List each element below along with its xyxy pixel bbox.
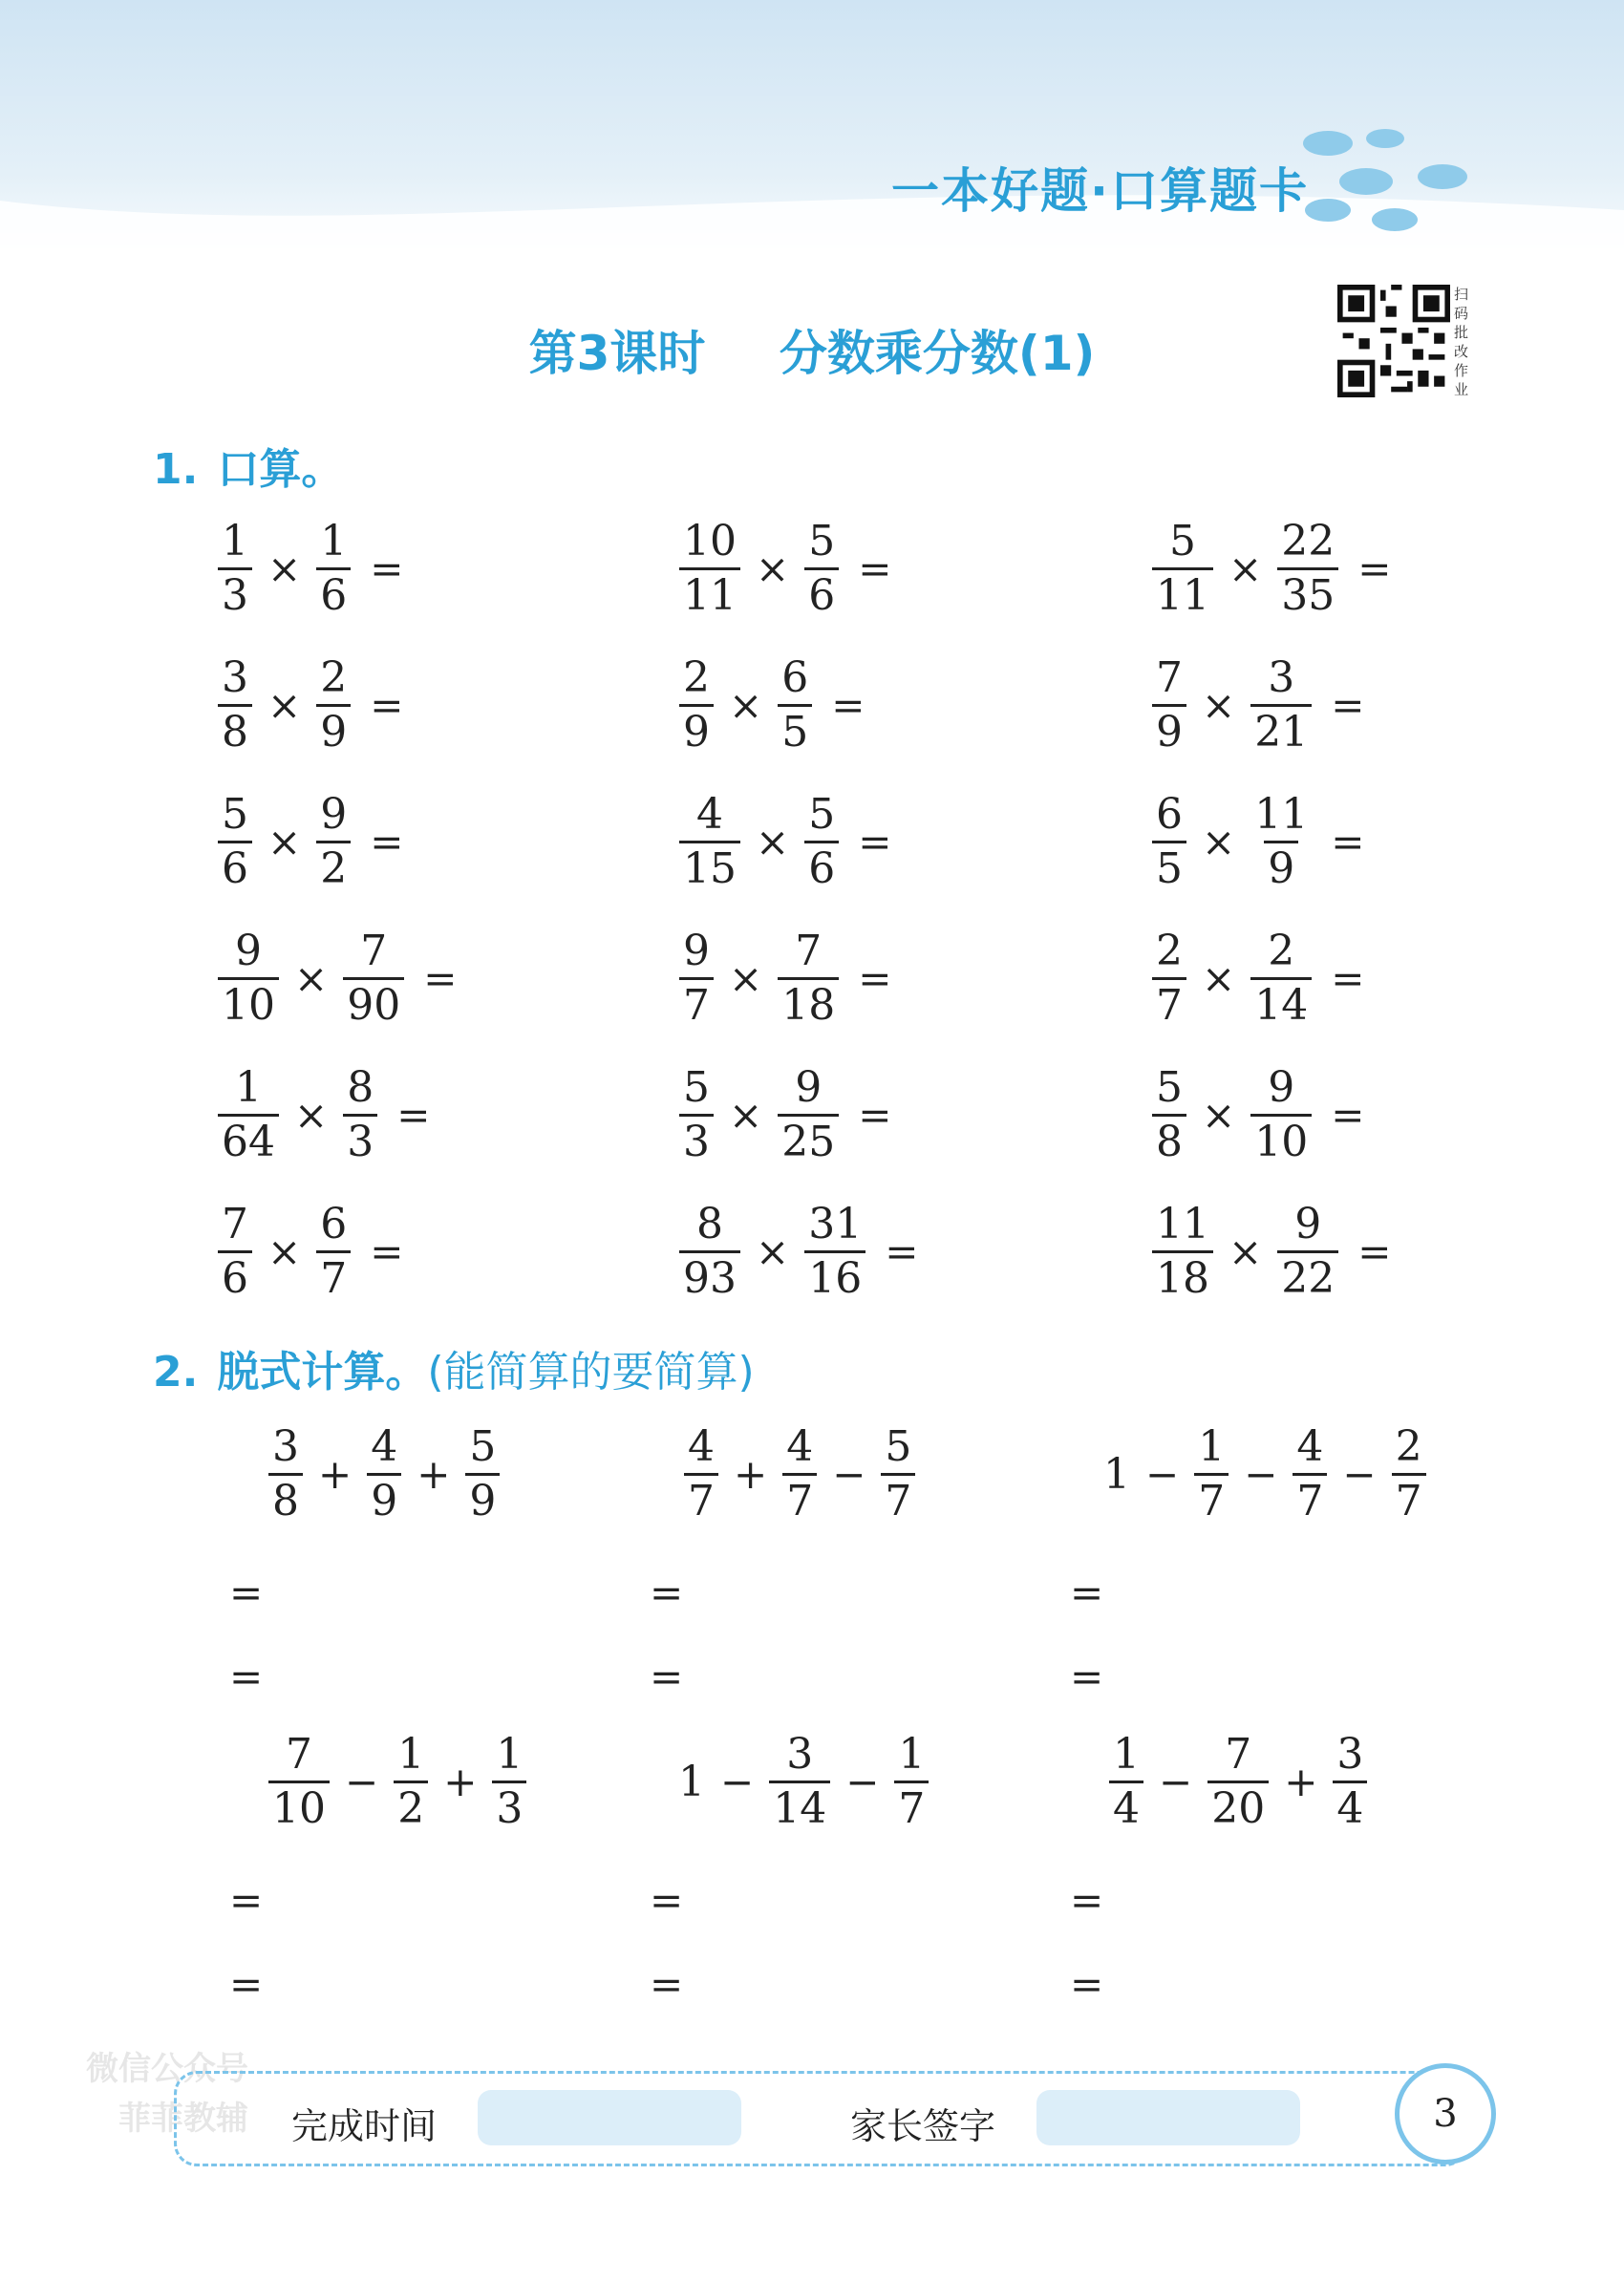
denominator: 5 — [1152, 841, 1186, 895]
numerator: 3 — [1336, 1730, 1364, 1779]
numerator: 5 — [885, 1422, 912, 1471]
fraction — [684, 1421, 718, 1527]
section-2-note: (能简算的要简算) — [427, 1348, 755, 1397]
oral-problem — [1146, 1062, 1364, 1168]
denominator: 4 — [1109, 1781, 1143, 1835]
times-sign: × — [267, 682, 302, 729]
numerator: 3 — [272, 1422, 299, 1471]
fraction — [778, 926, 839, 1032]
numerator: 2 — [1156, 927, 1183, 975]
fraction — [1152, 1199, 1213, 1305]
oral-problem — [212, 789, 403, 895]
denominator: 9 — [1152, 704, 1186, 758]
denominator: 16 — [804, 1250, 865, 1305]
denominator: 11 — [1152, 567, 1213, 622]
oral-problem — [212, 926, 457, 1032]
denominator: 7 — [679, 977, 714, 1032]
denominator: 2 — [394, 1781, 428, 1835]
fraction — [804, 1199, 865, 1305]
operator-sign: + — [1284, 1759, 1318, 1805]
numerator: 7 — [360, 927, 388, 975]
qr-code-icon[interactable] — [1337, 285, 1450, 397]
section-2-label: 脱式计算。 — [217, 1348, 428, 1397]
fraction — [679, 926, 714, 1032]
whole-number: 1 — [678, 1758, 705, 1806]
numerator: 9 — [235, 927, 262, 975]
qr-caption: 扫码批改作业 — [1454, 286, 1469, 398]
numerator: 1 — [496, 1730, 524, 1779]
oral-problem — [1146, 1199, 1391, 1305]
denominator: 3 — [343, 1114, 377, 1168]
fraction — [1152, 516, 1213, 622]
numerator: 5 — [1169, 517, 1196, 565]
denominator: 64 — [218, 1114, 279, 1168]
fraction — [218, 516, 252, 622]
denominator: 7 — [782, 1473, 817, 1527]
oral-problem — [212, 652, 403, 758]
denominator: 7 — [1392, 1473, 1426, 1527]
numerator: 22 — [1281, 517, 1336, 565]
fraction — [1152, 652, 1186, 758]
oral-problem — [673, 789, 891, 895]
fraction — [1277, 1199, 1338, 1305]
fraction — [394, 1729, 428, 1835]
fraction — [316, 789, 351, 895]
fraction — [679, 789, 740, 895]
fraction — [1194, 1421, 1229, 1527]
times-sign: × — [756, 1228, 790, 1275]
calc-problem — [1103, 1421, 1432, 1527]
numerator: 7 — [1156, 653, 1183, 702]
section-1-label: 口算。 — [217, 445, 344, 494]
equals-sign: = — [831, 682, 865, 729]
answer-step-line[interactable]: = — [1070, 1877, 1104, 1924]
cloud-icon — [1290, 115, 1481, 239]
fraction — [679, 1062, 714, 1168]
numerator: 9 — [683, 927, 710, 975]
times-sign: × — [1202, 819, 1236, 865]
numerator: 11 — [1254, 790, 1309, 839]
operator-sign: − — [845, 1759, 880, 1805]
denominator: 7 — [881, 1473, 915, 1527]
denominator: 7 — [684, 1473, 718, 1527]
numerator: 3 — [786, 1730, 814, 1779]
denominator: 14 — [1250, 977, 1312, 1032]
fraction — [218, 789, 252, 895]
numerator: 1 — [1113, 1730, 1140, 1779]
answer-step-line[interactable]: = — [1070, 1569, 1104, 1616]
denominator: 35 — [1277, 567, 1338, 622]
numerator: 4 — [371, 1422, 398, 1471]
numerator: 6 — [781, 653, 809, 702]
equals-sign: = — [423, 955, 458, 1002]
fraction — [1250, 926, 1312, 1032]
denominator: 10 — [1250, 1114, 1312, 1168]
denominator: 9 — [316, 704, 351, 758]
denominator: 7 — [1194, 1473, 1229, 1527]
denominator: 8 — [268, 1473, 303, 1527]
denominator: 9 — [465, 1473, 500, 1527]
numerator: 8 — [347, 1063, 374, 1112]
section-2-title — [153, 1337, 755, 1398]
parent-signature-label: 家长签字 — [850, 2105, 996, 2147]
denominator: 9 — [367, 1473, 401, 1527]
answer-step-line[interactable]: = — [650, 1961, 684, 2008]
numerator: 9 — [1294, 1200, 1322, 1248]
denominator: 11 — [679, 567, 740, 622]
numerator: 4 — [688, 1422, 715, 1471]
numerator: 9 — [320, 790, 348, 839]
fraction — [1109, 1729, 1143, 1835]
denominator: 15 — [679, 841, 740, 895]
numerator: 2 — [320, 653, 348, 702]
denominator: 20 — [1207, 1781, 1269, 1835]
operator-sign: − — [720, 1759, 755, 1805]
brand-title: 一本好题·口算题卡 — [891, 163, 1309, 219]
fraction — [218, 926, 279, 1032]
numerator: 1 — [222, 517, 248, 565]
equals-sign: = — [370, 545, 404, 592]
section-1-number: 1. — [153, 445, 199, 494]
fraction — [679, 652, 714, 758]
denominator: 2 — [316, 841, 351, 895]
denominator: 90 — [343, 977, 404, 1032]
fraction — [894, 1729, 929, 1835]
fraction — [343, 1062, 377, 1168]
fraction — [679, 516, 740, 622]
operator-sign: + — [318, 1451, 353, 1498]
numerator: 2 — [1268, 927, 1295, 975]
fraction — [268, 1421, 303, 1527]
equals-sign: = — [396, 1092, 431, 1139]
operator-sign: + — [443, 1759, 478, 1805]
numerator: 6 — [320, 1200, 348, 1248]
lesson-number: 第3课时 — [528, 326, 706, 381]
fraction — [1333, 1729, 1367, 1835]
numerator: 1 — [397, 1730, 425, 1779]
operator-sign: − — [1159, 1759, 1193, 1805]
oral-problem — [673, 1199, 918, 1305]
fraction — [1277, 516, 1338, 622]
fraction — [343, 926, 404, 1032]
numerator: 7 — [795, 927, 823, 975]
times-sign: × — [267, 545, 302, 592]
fraction — [778, 1062, 839, 1168]
equals-sign: = — [1357, 545, 1392, 592]
denominator: 6 — [316, 567, 351, 622]
fraction — [881, 1421, 915, 1527]
completion-time-field[interactable] — [478, 2090, 741, 2145]
oral-problem — [1146, 789, 1364, 895]
operator-sign: − — [345, 1759, 379, 1805]
numerator: 1 — [320, 517, 348, 565]
numerator: 5 — [808, 517, 836, 565]
numerator: 5 — [222, 790, 248, 839]
times-sign: × — [267, 1228, 302, 1275]
numerator: 10 — [683, 517, 737, 565]
fraction — [367, 1421, 401, 1527]
watermark-line-2: 菲菲教辅 — [118, 2100, 248, 2138]
numerator: 9 — [1268, 1063, 1295, 1112]
numerator: 3 — [222, 653, 248, 702]
whole-number: 1 — [1103, 1450, 1130, 1499]
numerator: 7 — [286, 1730, 312, 1779]
denominator: 9 — [1264, 841, 1298, 895]
numerator: 5 — [1156, 1063, 1183, 1112]
times-sign: × — [729, 682, 763, 729]
fraction — [268, 1729, 330, 1835]
denominator: 6 — [804, 567, 839, 622]
fraction — [769, 1729, 830, 1835]
denominator: 21 — [1250, 704, 1312, 758]
calc-problem — [263, 1421, 505, 1527]
answer-step-line[interactable]: = — [1070, 1653, 1104, 1700]
numerator: 1 — [1198, 1422, 1226, 1471]
fraction — [218, 1062, 279, 1168]
denominator: 7 — [1293, 1473, 1327, 1527]
times-sign: × — [1202, 682, 1236, 729]
denominator: 3 — [492, 1781, 526, 1835]
fraction — [1152, 789, 1186, 895]
operator-sign: + — [417, 1451, 451, 1498]
denominator: 10 — [218, 977, 279, 1032]
calc-problem — [678, 1729, 934, 1835]
section-2-number: 2. — [153, 1348, 199, 1397]
fraction — [316, 516, 351, 622]
denominator: 3 — [218, 567, 252, 622]
oral-problem — [673, 926, 891, 1032]
numerator: 8 — [696, 1200, 723, 1248]
numerator: 31 — [808, 1200, 863, 1248]
denominator: 3 — [679, 1114, 714, 1168]
answer-step-line[interactable]: = — [650, 1653, 684, 1700]
answer-step-line[interactable]: = — [229, 1569, 264, 1616]
equals-sign: = — [858, 1092, 892, 1139]
denominator: 6 — [218, 1250, 252, 1305]
numerator: 3 — [1268, 653, 1295, 702]
calc-problem — [1103, 1729, 1373, 1835]
fraction — [316, 1199, 351, 1305]
denominator: 7 — [894, 1781, 929, 1835]
answer-step-line[interactable]: = — [650, 1877, 684, 1924]
equals-sign: = — [1331, 682, 1365, 729]
operator-sign: − — [1244, 1451, 1278, 1498]
fraction — [1392, 1421, 1426, 1527]
fraction — [218, 1199, 252, 1305]
fraction — [679, 1199, 740, 1305]
numerator: 1 — [898, 1730, 926, 1779]
fraction — [778, 652, 812, 758]
fraction — [316, 652, 351, 758]
numerator: 1 — [235, 1063, 262, 1112]
times-sign: × — [1202, 955, 1236, 1002]
numerator: 4 — [786, 1422, 814, 1471]
operator-sign: − — [832, 1451, 866, 1498]
fraction — [1152, 926, 1186, 1032]
fraction — [1250, 1062, 1312, 1168]
times-sign: × — [1229, 545, 1263, 592]
denominator: 8 — [1152, 1114, 1186, 1168]
oral-problem — [212, 1199, 403, 1305]
equals-sign: = — [1331, 1092, 1365, 1139]
completion-time-label: 完成时间 — [291, 2105, 438, 2147]
oral-problem — [673, 1062, 891, 1168]
denominator: 25 — [778, 1114, 839, 1168]
equals-sign: = — [858, 955, 892, 1002]
oral-problem — [212, 516, 403, 622]
times-sign: × — [294, 955, 329, 1002]
numerator: 5 — [808, 790, 836, 839]
numerator: 4 — [1296, 1422, 1324, 1471]
answer-step-line[interactable]: = — [650, 1569, 684, 1616]
equals-sign: = — [370, 1228, 404, 1275]
calc-problem — [263, 1729, 532, 1835]
answer-step-line[interactable]: = — [229, 1877, 264, 1924]
denominator: 7 — [316, 1250, 351, 1305]
fraction — [218, 652, 252, 758]
equals-sign: = — [370, 819, 404, 865]
answer-step-line[interactable]: = — [229, 1961, 264, 2008]
denominator: 18 — [1152, 1250, 1213, 1305]
numerator: 2 — [1395, 1422, 1422, 1471]
equals-sign: = — [1331, 955, 1365, 1002]
answer-step-line[interactable]: = — [229, 1653, 264, 1700]
denominator: 9 — [679, 704, 714, 758]
operator-sign: − — [1145, 1451, 1180, 1498]
oral-problem — [673, 652, 865, 758]
denominator: 6 — [804, 841, 839, 895]
watermark-line-1: 微信公众号 — [86, 2050, 248, 2088]
denominator: 4 — [1333, 1781, 1367, 1835]
denominator: 14 — [769, 1781, 830, 1835]
fraction — [1152, 1062, 1186, 1168]
oral-problem — [1146, 652, 1364, 758]
numerator: 6 — [1156, 790, 1183, 839]
fraction — [1250, 789, 1312, 895]
times-sign: × — [1202, 1092, 1236, 1139]
fraction — [492, 1729, 526, 1835]
operator-sign: + — [734, 1451, 768, 1498]
equals-sign: = — [858, 545, 892, 592]
equals-sign: = — [1331, 819, 1365, 865]
denominator: 5 — [778, 704, 812, 758]
numerator: 7 — [1225, 1730, 1252, 1779]
numerator: 9 — [795, 1063, 823, 1112]
numerator: 5 — [683, 1063, 710, 1112]
oral-problem — [1146, 516, 1391, 622]
fraction — [465, 1421, 500, 1527]
numerator: 11 — [1156, 1200, 1209, 1248]
equals-sign: = — [858, 819, 892, 865]
times-sign: × — [294, 1092, 329, 1139]
fraction — [804, 789, 839, 895]
denominator: 10 — [268, 1781, 330, 1835]
numerator: 4 — [696, 790, 723, 839]
oral-problem — [673, 516, 891, 622]
fraction — [782, 1421, 817, 1527]
times-sign: × — [756, 545, 790, 592]
numerator: 5 — [469, 1422, 497, 1471]
times-sign: × — [267, 819, 302, 865]
denominator: 7 — [1152, 977, 1186, 1032]
parent-signature-field[interactable] — [1036, 2090, 1300, 2145]
page-number: 3 — [1395, 2063, 1496, 2165]
times-sign: × — [756, 819, 790, 865]
numerator: 2 — [683, 653, 710, 702]
fraction — [1207, 1729, 1269, 1835]
operator-sign: − — [1342, 1451, 1377, 1498]
equals-sign: = — [370, 682, 404, 729]
numerator: 7 — [222, 1200, 248, 1248]
denominator: 22 — [1277, 1250, 1338, 1305]
denominator: 6 — [218, 841, 252, 895]
lesson-topic: 分数乘分数(1) — [779, 326, 1096, 381]
equals-sign: = — [1357, 1228, 1392, 1275]
section-1-title — [153, 435, 343, 496]
fraction — [1250, 652, 1312, 758]
answer-step-line[interactable]: = — [1070, 1961, 1104, 2008]
times-sign: × — [729, 1092, 763, 1139]
oral-problem — [212, 1062, 430, 1168]
denominator: 8 — [218, 704, 252, 758]
denominator: 93 — [679, 1250, 740, 1305]
fraction — [804, 516, 839, 622]
fraction — [1293, 1421, 1327, 1527]
calc-problem — [678, 1421, 921, 1527]
times-sign: × — [1229, 1228, 1263, 1275]
denominator: 18 — [778, 977, 839, 1032]
times-sign: × — [729, 955, 763, 1002]
equals-sign: = — [885, 1228, 919, 1275]
oral-problem — [1146, 926, 1364, 1032]
